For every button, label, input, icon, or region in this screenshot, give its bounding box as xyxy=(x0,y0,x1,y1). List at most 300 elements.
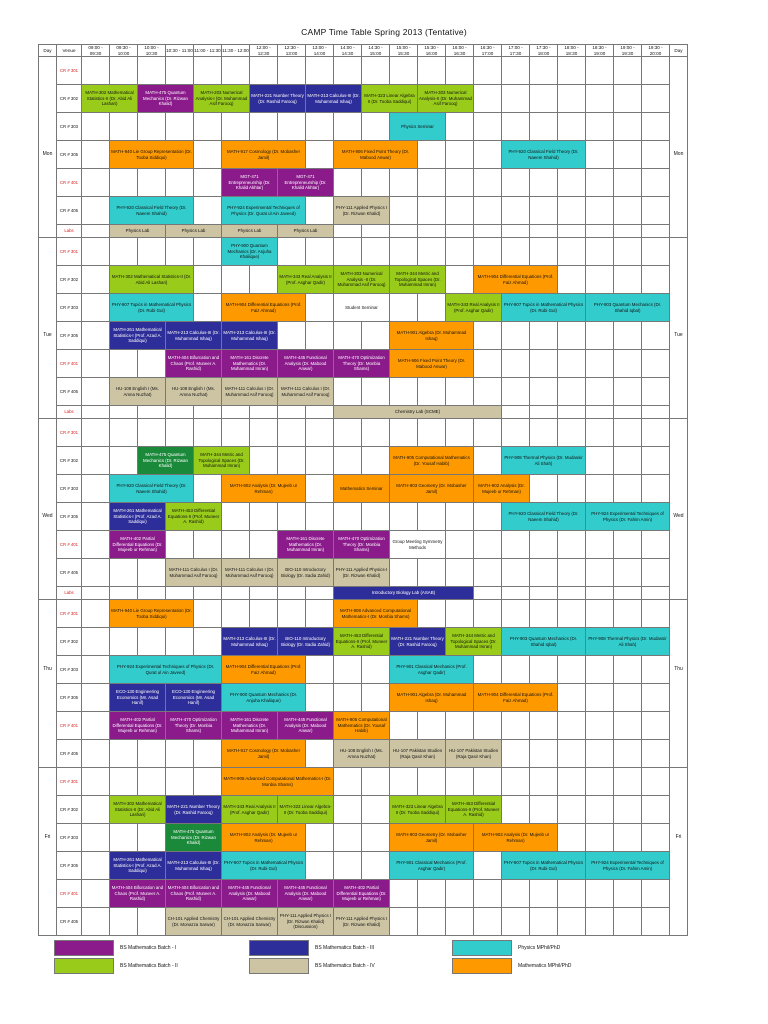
class-cell[interactable]: MATH-111 Calculus I (Dr. Muhammad Asif Farooq) xyxy=(166,559,222,587)
empty-slot xyxy=(194,768,222,796)
empty-slot xyxy=(502,740,530,768)
header-slot: 19:00 - 19:30 xyxy=(614,45,642,57)
empty-slot xyxy=(530,908,558,936)
empty-slot xyxy=(614,419,642,447)
class-cell[interactable]: PHY-111 Applied Physics I (Dr. Rizwan Khalid) (Discussion) xyxy=(278,908,334,936)
empty-slot xyxy=(558,266,586,294)
day-label-right: Tue xyxy=(670,322,688,350)
empty-slot xyxy=(586,559,614,587)
class-cell[interactable]: HU-108 English I (Ms. Amna Nuzhat) xyxy=(110,378,166,406)
empty-slot xyxy=(530,600,558,628)
empty-slot xyxy=(502,908,530,936)
class-cell[interactable]: MATH-445 Functional Analysis (Dr. Mabood Anwar) xyxy=(278,350,334,378)
empty-slot xyxy=(614,684,642,712)
class-cell[interactable]: MATH-940 Lie Group Representation (Dr. Tooba Siddiqui) xyxy=(110,600,194,628)
empty-slot xyxy=(362,419,390,447)
empty-slot xyxy=(194,141,222,169)
page-title: CAMP Time Table Spring 2013 (Tentative) xyxy=(301,27,467,37)
empty-slot xyxy=(82,141,110,169)
empty-slot xyxy=(530,796,558,824)
empty-slot xyxy=(418,908,446,936)
class-cell[interactable]: MATH-905 Computational Mathematics (Dr. Yousaf Habib) xyxy=(390,447,474,475)
class-cell[interactable]: MATH-111 Calculus I (Dr. Muhammad Asif Farooq) xyxy=(222,378,278,406)
class-cell[interactable]: MATH-453 Differential Equations-II (Prof. Muneer A. Rashid) xyxy=(334,628,390,656)
table-row xyxy=(39,406,688,419)
empty-slot xyxy=(586,768,614,796)
empty-slot xyxy=(558,169,586,197)
day-label-right xyxy=(670,57,688,85)
class-cell[interactable]: HU-108 English I (Ms. Amna Nuzhat) xyxy=(166,378,222,406)
class-cell[interactable]: PHY-924 Experimental Techniques of Physics (Dr. Fahim Amin) xyxy=(586,852,670,880)
empty-slot xyxy=(82,57,110,85)
class-cell[interactable]: MATH-161 Discrete Mathematics (Dr. Muhammad Imran) xyxy=(222,712,278,740)
empty-slot xyxy=(110,908,138,936)
day-label xyxy=(39,852,57,880)
empty-slot xyxy=(334,852,362,880)
empty-slot xyxy=(82,656,110,684)
class-cell[interactable]: PHY-924 Experimental Techniques of Physics (Dr. Qurat ul Ain Javeed) xyxy=(222,197,306,225)
class-cell[interactable]: MGT-471 Entrepreneurship (Dr. Khalid Akhtar) xyxy=(222,169,278,197)
class-cell[interactable]: PHY-111 Applied Physics-I (Dr. Rizwan Khalid) xyxy=(334,559,390,587)
class-cell[interactable]: MATH-475 Quantum Mechanics (Dr. Rizwan Khalid) xyxy=(138,85,194,113)
empty-slot xyxy=(502,419,530,447)
class-cell[interactable]: PHY-920 Classical Field Theory (Dr. Naeem Shahid) xyxy=(502,503,586,531)
class-cell[interactable]: MATH-404 Bifurcation and Chaos (Prof. Muneer A. Rashid) xyxy=(166,350,222,378)
empty-slot xyxy=(82,908,110,936)
class-cell[interactable]: MATH-323 Linear Algebra II (Dr. Tooba Saddiqui) xyxy=(362,85,418,113)
empty-slot xyxy=(250,406,278,419)
venue-cell: CR # 401 xyxy=(57,531,82,559)
empty-slot xyxy=(194,57,222,85)
empty-slot xyxy=(502,350,530,378)
class-cell[interactable]: MATH-343 Real Analysis II (Prof. Asghar Qadir) xyxy=(446,294,502,322)
class-cell[interactable]: MATH-213 Calculus-III (Dr. Muhammad Ishaq) xyxy=(166,852,222,880)
class-cell[interactable]: Student Seminar xyxy=(334,294,390,322)
empty-slot xyxy=(390,238,418,266)
day-label xyxy=(39,57,57,85)
empty-slot xyxy=(586,684,614,712)
empty-slot xyxy=(558,587,586,600)
class-cell[interactable]: PHY-901 Classical Mechanics (Prof. Asghar Qadir) xyxy=(390,852,474,880)
class-cell[interactable]: MATH-905 Computational Mathematics (Dr. Yousaf Habib) xyxy=(334,712,390,740)
empty-slot xyxy=(250,447,278,475)
empty-slot xyxy=(390,880,418,908)
empty-slot xyxy=(138,768,166,796)
empty-slot xyxy=(614,559,642,587)
class-cell[interactable]: MATH-303 Numerical Analysis-II (Dr. Muhammad Asif Farooq) xyxy=(418,85,474,113)
class-cell[interactable]: PHY-908 Thermal Physics (Dr. Mudassir Ali Shah) xyxy=(586,628,670,656)
class-cell[interactable]: MATH-453 Differential Equations-II (Prof. Muneer A. Rashid) xyxy=(446,796,502,824)
empty-slot xyxy=(502,559,530,587)
class-cell[interactable]: HU-107 Pakistan Studies (Raja Qasir Khan) xyxy=(446,740,502,768)
class-cell[interactable]: MATH-221 Number Theory (Dr. Rashid Farooq) xyxy=(390,628,446,656)
empty-slot xyxy=(474,169,502,197)
class-cell[interactable]: PHY-903 Quantum Mechanics (Dr. Shahid Iqbal) xyxy=(502,628,586,656)
day-label xyxy=(39,225,57,238)
empty-slot xyxy=(82,824,110,852)
day-label-right xyxy=(670,169,688,197)
venue-cell: CR # 401 xyxy=(57,350,82,378)
class-cell[interactable]: MATH-906 Fixed Point Theory (Dr. Mabood Anwar) xyxy=(390,350,474,378)
class-cell[interactable]: BIO-110 Introductory Biology (Dr. Sadia Zahid) xyxy=(278,628,334,656)
day-label-right xyxy=(670,350,688,378)
class-cell[interactable]: MATH-902 Analysis (Dr. Mujeeb ur Rehman) xyxy=(474,475,530,503)
empty-slot xyxy=(502,169,530,197)
empty-slot xyxy=(474,322,502,350)
class-cell[interactable]: PHY-924 Experimental Techniques of Physics (Dr. Qurat ul Ain Javeed) xyxy=(110,656,222,684)
empty-slot xyxy=(306,447,334,475)
class-cell[interactable]: MATH-445 Functional Analysis (Dr. Mabood Anwar) xyxy=(278,712,334,740)
class-cell[interactable]: MATH-261 Mathematical Statistics-I (Prof. Azad A. Saddiqui) xyxy=(110,852,166,880)
empty-slot xyxy=(306,824,334,852)
class-cell[interactable]: MATH-908 Advanced Computational Mathematics-I (Dr. Monbia Shams) xyxy=(222,768,334,796)
empty-slot xyxy=(306,587,334,600)
class-cell[interactable]: MATH-302 Mathematical Statistics-II (Dr. Abid Ali Lashari) xyxy=(110,796,166,824)
class-cell[interactable]: PHY-920 Classical Field Theory (Dr. Naeem Shahid) xyxy=(110,475,194,503)
empty-slot xyxy=(642,322,670,350)
empty-slot xyxy=(558,712,586,740)
class-cell[interactable]: PHY-907 Topics in Mathematical Physics (Dr. Rubi Gul) xyxy=(502,852,586,880)
empty-slot xyxy=(474,712,502,740)
class-cell[interactable]: MATH-261 Mathematical Statistics-I (Prof. Azad A. Saddiqui) xyxy=(110,322,166,350)
empty-slot xyxy=(586,406,614,419)
empty-slot xyxy=(586,225,614,238)
class-cell[interactable]: PHY-920 Classical Field Theory (Dr. Naeem Shahid) xyxy=(502,141,586,169)
class-cell[interactable]: Physics Lab xyxy=(278,225,334,238)
empty-slot xyxy=(278,600,306,628)
empty-slot xyxy=(614,57,642,85)
empty-slot xyxy=(82,406,110,419)
day-label-right xyxy=(670,378,688,406)
class-cell[interactable]: MATH-344 Metric and Topological Spaces (Dr. Muhammad Imran) xyxy=(194,447,250,475)
class-cell[interactable]: MATH-901 Algebra (Dr. Muhammad Ishaq) xyxy=(390,322,474,350)
class-cell[interactable]: MATH-902 Analysis (Dr. Mujeeb ur Rehman) xyxy=(474,824,558,852)
class-cell[interactable]: PHY-901 Classical Mechanics (Prof. Asghar Qadir) xyxy=(390,656,474,684)
empty-slot xyxy=(250,266,278,294)
header-slot: 14:00 - 14:30 xyxy=(334,45,362,57)
table-row xyxy=(39,419,688,447)
class-cell[interactable]: PHY-111 Applied Physics I (Dr. Rizwan Khalid) xyxy=(334,197,390,225)
header-slot: 17:30 - 18:00 xyxy=(530,45,558,57)
empty-slot xyxy=(446,712,474,740)
class-cell[interactable]: MATH-402 Partial Differential Equations (Dr. Mujeeb ur Rehman) xyxy=(110,531,166,559)
class-cell[interactable]: MATH-906 Fixed Point Theory (Dr. Mabood Anwar) xyxy=(334,141,418,169)
empty-slot xyxy=(446,197,474,225)
class-cell[interactable]: MATH-261 Mathematical Statistics-I (Prof. Azad A. Saddiqui) xyxy=(110,503,166,531)
empty-slot xyxy=(362,656,390,684)
class-cell[interactable]: Group Meeting Symmetry Methods xyxy=(390,531,446,559)
class-cell[interactable]: MATH-213 Calculus-III (Dr. Muhammad Ishaq) xyxy=(222,628,278,656)
empty-slot xyxy=(194,600,222,628)
empty-slot xyxy=(418,503,446,531)
day-label-right: Mon xyxy=(670,141,688,169)
empty-slot xyxy=(446,113,474,141)
class-cell[interactable]: PHY-920 Classical Field Theory (Dr. Naeem Shahid) xyxy=(110,197,194,225)
day-label xyxy=(39,294,57,322)
empty-slot xyxy=(194,294,222,322)
table-row xyxy=(39,266,688,294)
class-cell[interactable]: PHY-900 Quantum Mechanics (Dr. Anjuha Khaliique) xyxy=(222,238,278,266)
class-cell[interactable]: MATH-344 Metric and Topological Spaces (Dr. Muhammad Imran) xyxy=(446,628,502,656)
empty-slot xyxy=(474,197,502,225)
class-cell[interactable]: MATH-908 Advanced Computational Mathematics-I (Dr. Monbia Shams) xyxy=(334,600,418,628)
class-cell[interactable]: MATH-221 Number Theory (Dr. Rashid Farooq) xyxy=(166,796,222,824)
day-label xyxy=(39,796,57,824)
empty-slot xyxy=(446,559,474,587)
day-label: Fri xyxy=(39,824,57,852)
class-cell[interactable]: CH-101 Applied Chemistry (Dr. Monazza Sarwar) xyxy=(166,908,222,936)
empty-slot xyxy=(474,531,502,559)
empty-slot xyxy=(586,85,614,113)
class-cell[interactable]: MGT-471 Entrepreneurship (Dr. Khalid Akhtar) xyxy=(278,169,334,197)
table-row xyxy=(39,531,688,559)
class-cell[interactable]: PHY-111 Applied Physics I (Dr. Rizwan Khalid) xyxy=(334,908,390,936)
empty-slot xyxy=(334,322,362,350)
class-cell[interactable]: MATH-402 Partial Differential Equations (Dr. Mujeeb ur Rehman) xyxy=(334,880,390,908)
class-cell[interactable]: MATH-475 Quantum Mechanics (Dr. Rizwan Khalid) xyxy=(138,447,194,475)
class-cell[interactable]: Physics Lab xyxy=(166,225,222,238)
empty-slot xyxy=(82,322,110,350)
empty-slot xyxy=(334,768,362,796)
venue-cell: CR # 301 xyxy=(57,57,82,85)
empty-slot xyxy=(82,419,110,447)
empty-slot xyxy=(642,559,670,587)
empty-slot xyxy=(250,113,278,141)
empty-slot xyxy=(166,768,194,796)
empty-slot xyxy=(530,238,558,266)
class-cell[interactable]: ECO-130 Engineering Economics (Mr. Asad Hanif) xyxy=(166,684,222,712)
class-cell[interactable]: MATH-470 Optimization Theory (Dr. Monbia Shams) xyxy=(334,531,390,559)
empty-slot xyxy=(250,57,278,85)
class-cell[interactable]: MATH-904 Differential Equations (Prof. Faiz Ahmad) xyxy=(474,684,558,712)
empty-slot xyxy=(418,378,446,406)
empty-slot xyxy=(418,141,446,169)
empty-slot xyxy=(502,796,530,824)
empty-slot xyxy=(530,656,558,684)
empty-slot xyxy=(334,447,362,475)
class-cell[interactable]: MATH-402 Partial Differential Equations (Dr. Mujeeb ur Rehman) xyxy=(110,712,166,740)
class-cell[interactable]: MATH-302 Mathematical Statistics-II (Dr. Abid Ali Lashari) xyxy=(82,85,138,113)
empty-slot xyxy=(530,406,558,419)
class-cell[interactable]: CH-101 Applied Chemistry (Dr. Monazza Sarwar) xyxy=(222,908,278,936)
empty-slot xyxy=(166,531,194,559)
empty-slot xyxy=(474,880,502,908)
empty-slot xyxy=(334,169,362,197)
empty-slot xyxy=(446,768,474,796)
empty-slot xyxy=(642,57,670,85)
class-cell[interactable]: PHY-924 Experimental Techniques of Physics (Dr. Fahim Amin) xyxy=(586,503,670,531)
venue-cell: CR # 301 xyxy=(57,238,82,266)
class-cell[interactable]: Introductory Biology Lab (ASAB) xyxy=(334,587,474,600)
empty-slot xyxy=(138,113,166,141)
class-cell[interactable]: BIO-110 Introductory Biology (Dr. Sadia Zahid) xyxy=(278,559,334,587)
class-cell[interactable]: MATH-203 Numerical Analysis-I (Dr. Muhammad Asif Farooq) xyxy=(194,85,250,113)
empty-slot xyxy=(418,57,446,85)
empty-slot xyxy=(194,169,222,197)
class-cell[interactable]: MATH-404 Bifurcation and Chaos (Prof. Muneer A. Rashid) xyxy=(166,880,222,908)
empty-slot xyxy=(306,852,334,880)
class-cell[interactable]: PHY-903 Quantum Mechanics (Dr. Shahid Iqbal) xyxy=(586,294,670,322)
venue-cell: Labs xyxy=(57,225,82,238)
class-cell[interactable]: MATH-111 Calculus I (Dr. Muhammad Asif Farooq) xyxy=(278,378,334,406)
class-cell[interactable]: PHY-900 Quantum Mechanics (Dr. Anjuha Khaliique) xyxy=(222,684,306,712)
empty-slot xyxy=(614,768,642,796)
day-label xyxy=(39,169,57,197)
day-label-right xyxy=(670,197,688,225)
empty-slot xyxy=(390,294,418,322)
empty-slot xyxy=(250,503,278,531)
class-cell[interactable]: Physics Lab xyxy=(222,225,278,238)
empty-slot xyxy=(586,113,614,141)
class-cell[interactable]: Physics Seminar xyxy=(390,113,446,141)
class-cell[interactable]: MATH-302 Mathematical Statistics-II (Dr. Abid Ali Lashari) xyxy=(110,266,194,294)
empty-slot xyxy=(502,322,530,350)
empty-slot xyxy=(586,322,614,350)
class-cell[interactable]: HU-108 English I (Ms. Amna Nuzhat) xyxy=(334,740,390,768)
empty-slot xyxy=(502,238,530,266)
class-cell[interactable]: MATH-445 Functional Analysis (Dr. Mabood Anwar) xyxy=(222,880,278,908)
table-row xyxy=(39,85,688,113)
class-cell[interactable]: MATH-453 Differential Equations-II (Prof. Muneer A. Rashid) xyxy=(166,503,222,531)
empty-slot xyxy=(418,225,446,238)
empty-slot xyxy=(194,628,222,656)
class-cell[interactable]: PHY-908 Thermal Physics (Dr. Mudassir Ali Shah) xyxy=(502,447,586,475)
venue-cell: CR # 303 xyxy=(57,294,82,322)
venue-cell: CR # 301 xyxy=(57,600,82,628)
class-cell[interactable]: MATH-161 Discrete Mathematics (Dr. Muhammad Imran) xyxy=(222,350,278,378)
class-cell[interactable]: MATH-213 Calculus-III (Dr. Muhammad Ishaq) xyxy=(222,322,278,350)
empty-slot xyxy=(222,531,250,559)
legend-swatch xyxy=(54,958,114,974)
empty-slot xyxy=(110,559,138,587)
day-label-right xyxy=(670,880,688,908)
day-label-right xyxy=(670,908,688,936)
venue-cell: CR # 303 xyxy=(57,656,82,684)
class-cell[interactable]: MATH-902 Analysis (Dr. Mujeeb ur Rehman) xyxy=(222,475,306,503)
class-cell[interactable]: MATH-904 Differential Equations (Prof. Faiz Ahmad) xyxy=(474,266,558,294)
empty-slot xyxy=(642,447,670,475)
class-cell[interactable]: Chemistry Lab (SCME) xyxy=(334,406,502,419)
day-label-right: Thu xyxy=(670,656,688,684)
timetable-body xyxy=(39,45,688,936)
legend-label: BS Mathematics Batch - III xyxy=(315,945,375,951)
class-cell[interactable]: MATH-904 Differential Equations (Prof. Faiz Ahmad) xyxy=(222,294,306,322)
empty-slot xyxy=(474,447,502,475)
class-cell[interactable]: MATH-903 Geometry (Dr. Mobasher Jamil) xyxy=(390,475,474,503)
empty-slot xyxy=(418,712,446,740)
class-cell[interactable]: MATH-111 Calculus I (Dr. Muhammad Asif Farooq) xyxy=(222,559,278,587)
empty-slot xyxy=(530,559,558,587)
class-cell[interactable]: MATH-344 Metric and Topological Spaces (Dr. Muhammad Imran) xyxy=(390,266,446,294)
empty-slot xyxy=(614,796,642,824)
class-cell[interactable]: MATH-470 Optimization Theory (Dr. Monbia Shams) xyxy=(334,350,390,378)
empty-slot xyxy=(614,85,642,113)
empty-slot xyxy=(110,740,138,768)
day-label-right xyxy=(670,628,688,656)
empty-slot xyxy=(586,587,614,600)
empty-slot xyxy=(110,238,138,266)
class-cell[interactable]: MATH-475 Quantum Mechanics (Dr. Rizwan Khalid) xyxy=(166,824,222,852)
empty-slot xyxy=(642,600,670,628)
class-cell[interactable]: MATH-221 Number Theory (Dr. Rashid Farooq) xyxy=(250,85,306,113)
empty-slot xyxy=(250,587,278,600)
class-cell[interactable]: MATH-404 Bifurcation and Chaos (Prof. Muneer A. Rashid) xyxy=(110,880,166,908)
empty-slot xyxy=(530,85,558,113)
empty-slot xyxy=(642,378,670,406)
class-cell[interactable]: MATH-902 Analysis (Dr. Mujeeb ur Rehman) xyxy=(222,824,306,852)
class-cell[interactable]: MATH-213 Calculus-III (Dr. Muhammad Ishaq) xyxy=(306,85,362,113)
timetable xyxy=(38,44,688,936)
class-cell[interactable]: MATH-161 Discrete Mathematics (Dr. Muhammad Imran) xyxy=(278,531,334,559)
day-label xyxy=(39,85,57,113)
class-cell[interactable]: PHY-907 Topics in Mathematical Physics (Dr. Rubi Gul) xyxy=(222,852,306,880)
empty-slot xyxy=(334,656,362,684)
header-slot: 10:30 - 11:00 xyxy=(166,45,194,57)
empty-slot xyxy=(558,475,586,503)
class-cell[interactable]: ECO-130 Engineering Economics (Mr. Asad Hanif) xyxy=(110,684,166,712)
class-cell[interactable]: MATH-917 Cosmology (Dr. Mobasher Jamil) xyxy=(222,740,306,768)
empty-slot xyxy=(614,600,642,628)
empty-slot xyxy=(530,419,558,447)
venue-cell: CR # 302 xyxy=(57,796,82,824)
venue-cell: CR # 302 xyxy=(57,266,82,294)
class-cell[interactable]: MATH-470 Optimization Theory (Dr. Monbia Shams) xyxy=(166,712,222,740)
empty-slot xyxy=(138,740,166,768)
empty-slot xyxy=(642,85,670,113)
class-cell[interactable]: MATH-917 Cosmology (Dr. Mobasher Jamil) xyxy=(222,141,306,169)
class-cell[interactable]: MATH-940 Lie Group Representation (Dr. Tooba Siddiqui) xyxy=(110,141,194,169)
table-row xyxy=(39,197,688,225)
empty-slot xyxy=(138,406,166,419)
empty-slot xyxy=(82,503,110,531)
empty-slot xyxy=(446,238,474,266)
day-label-right xyxy=(670,225,688,238)
class-cell[interactable]: Physics Lab xyxy=(110,225,166,238)
class-cell[interactable]: PHY-907 Topics in Mathematical Physics (Dr. Rubi Gul) xyxy=(502,294,586,322)
empty-slot xyxy=(222,266,250,294)
empty-slot xyxy=(194,406,222,419)
class-cell[interactable]: PHY-907 Topics in Mathematical Physics (Dr. Rubi Gul) xyxy=(110,294,194,322)
class-cell[interactable]: MATH-343 Real Analysis II (Prof. Asghar Qadir) xyxy=(222,796,278,824)
empty-slot xyxy=(474,225,502,238)
class-cell[interactable]: MATH-901 Algebra (Dr. Muhammad Ishaq) xyxy=(390,684,474,712)
table-row xyxy=(39,852,688,880)
class-cell[interactable]: MATH-323 Linear Algebra II (Dr. Tooba Saddiqui) xyxy=(390,796,446,824)
day-label xyxy=(39,238,57,266)
empty-slot xyxy=(334,238,362,266)
empty-slot xyxy=(82,169,110,197)
empty-slot xyxy=(446,908,474,936)
empty-slot xyxy=(278,419,306,447)
class-cell[interactable]: MATH-343 Real Analysis II (Prof. Asghar Qadir) xyxy=(278,266,334,294)
class-cell[interactable]: MATH-445 Functional Analysis (Dr. Mabood Anwar) xyxy=(278,880,334,908)
class-cell[interactable]: MATH-904 Differential Equations (Prof. Faiz Ahmad) xyxy=(222,656,306,684)
class-cell[interactable]: MATH-303 Numerical Analysis -II (Dr. Muhammad Asif Farooq) xyxy=(334,266,390,294)
class-cell[interactable]: Mathematics Seminar xyxy=(334,475,390,503)
class-cell[interactable]: MATH-213 Calculus-III (Dr. Muhammad Ishaq) xyxy=(166,322,222,350)
day-label xyxy=(39,197,57,225)
class-cell[interactable]: MATH-903 Geometry (Dr. Mobasher Jamil) xyxy=(390,824,474,852)
table-row xyxy=(39,600,688,628)
class-cell[interactable]: HU-107 Pakistan Studies (Raja Qasir Khan) xyxy=(390,740,446,768)
empty-slot xyxy=(614,113,642,141)
empty-slot xyxy=(82,266,110,294)
legend xyxy=(0,940,768,980)
class-cell[interactable]: MATH-323 Linear Algebra-II (Dr. Tooba Saddiqui) xyxy=(278,796,334,824)
empty-slot xyxy=(446,266,474,294)
empty-slot xyxy=(138,824,166,852)
empty-slot xyxy=(502,712,530,740)
